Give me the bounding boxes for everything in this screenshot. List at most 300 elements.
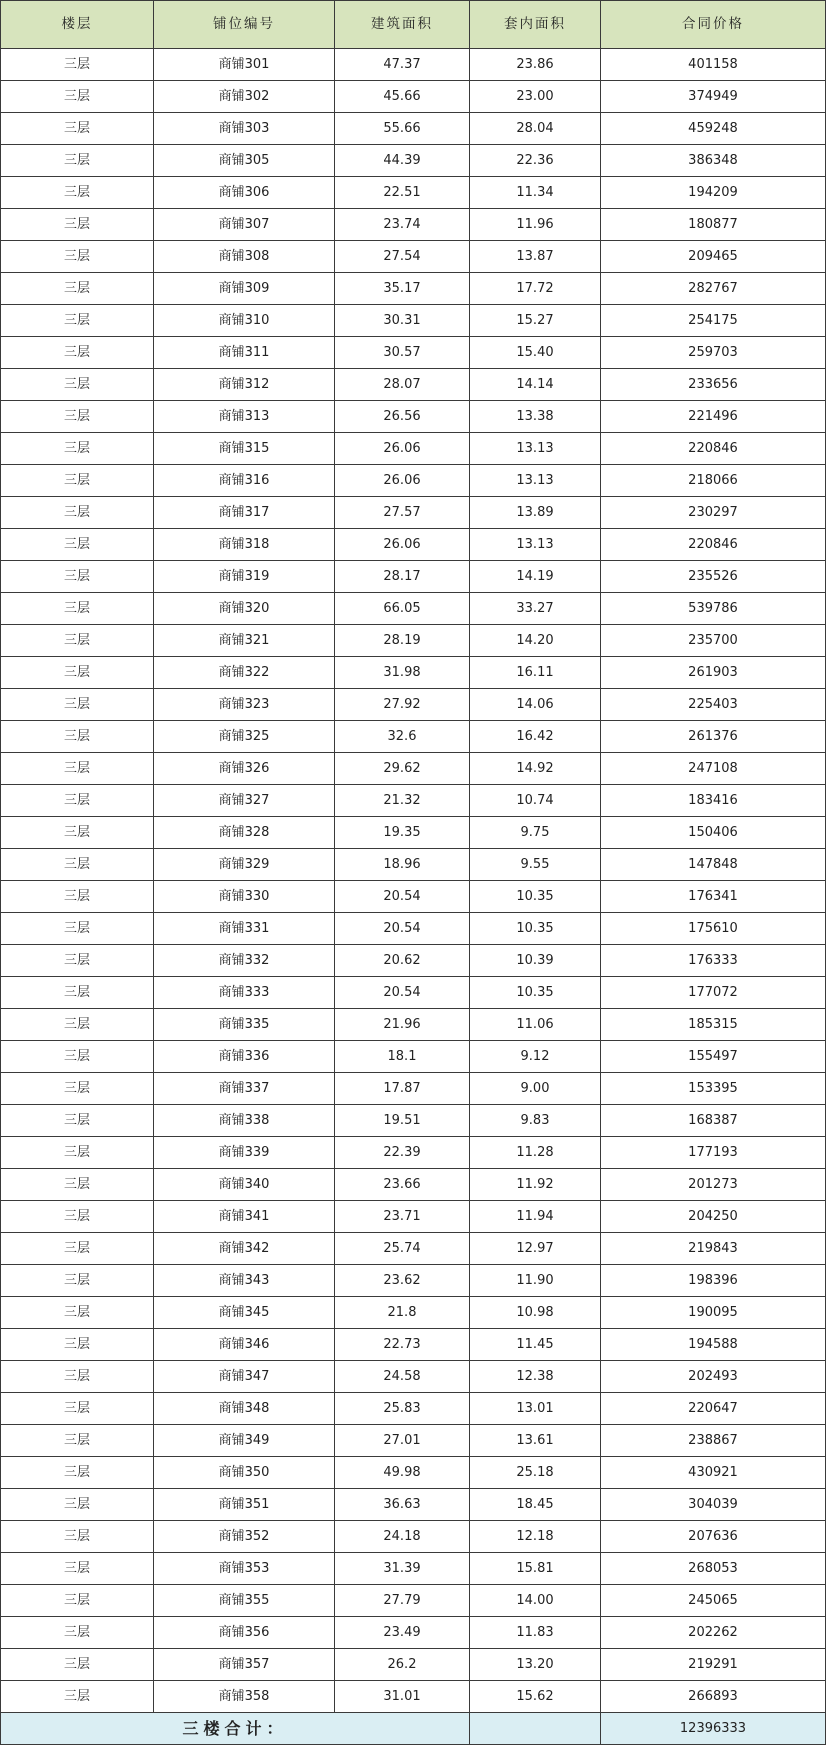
cell-gross-area: 26.06: [335, 433, 470, 465]
cell-gross-area: 26.2: [335, 1649, 470, 1681]
table-row: [1, 81, 826, 113]
cell-floor: 三层: [1, 1489, 154, 1521]
cell-contract-price: 459248: [601, 113, 826, 145]
cell-floor: 三层: [1, 1169, 154, 1201]
cell-contract-price: 185315: [601, 1009, 826, 1041]
cell-net-area: 28.04: [470, 113, 601, 145]
cell-contract-price: 220846: [601, 433, 826, 465]
table-row: [1, 1233, 826, 1265]
cell-floor: 三层: [1, 1137, 154, 1169]
cell-gross-area: 27.01: [335, 1425, 470, 1457]
cell-floor: 三层: [1, 1041, 154, 1073]
cell-contract-price: 247108: [601, 753, 826, 785]
table-row: [1, 689, 826, 721]
cell-gross-area: 31.98: [335, 657, 470, 689]
cell-unit-number: 商铺333: [154, 977, 335, 1009]
cell-floor: 三层: [1, 1457, 154, 1489]
cell-contract-price: 168387: [601, 1105, 826, 1137]
cell-floor: 三层: [1, 1329, 154, 1361]
table-row: [1, 1201, 826, 1233]
cell-gross-area: 32.6: [335, 721, 470, 753]
cell-gross-area: 27.54: [335, 241, 470, 273]
cell-floor: 三层: [1, 881, 154, 913]
cell-net-area: 11.94: [470, 1201, 601, 1233]
cell-gross-area: 26.56: [335, 401, 470, 433]
cell-contract-price: 230297: [601, 497, 826, 529]
cell-net-area: 14.14: [470, 369, 601, 401]
cell-contract-price: 218066: [601, 465, 826, 497]
cell-floor: 三层: [1, 465, 154, 497]
cell-net-area: 10.98: [470, 1297, 601, 1329]
header-row: [1, 1, 826, 49]
cell-gross-area: 20.54: [335, 977, 470, 1009]
cell-floor: 三层: [1, 657, 154, 689]
cell-floor: 三层: [1, 1361, 154, 1393]
cell-floor: 三层: [1, 1073, 154, 1105]
cell-unit-number: 商铺301: [154, 49, 335, 81]
table-header: [1, 1, 826, 49]
table-row: [1, 113, 826, 145]
cell-contract-price: 386348: [601, 145, 826, 177]
cell-net-area: 14.19: [470, 561, 601, 593]
cell-unit-number: 商铺348: [154, 1393, 335, 1425]
table-row: [1, 1489, 826, 1521]
cell-gross-area: 23.74: [335, 209, 470, 241]
cell-floor: 三层: [1, 241, 154, 273]
cell-floor: 三层: [1, 945, 154, 977]
cell-net-area: 13.61: [470, 1425, 601, 1457]
cell-gross-area: 23.71: [335, 1201, 470, 1233]
cell-gross-area: 24.18: [335, 1521, 470, 1553]
table-row: [1, 785, 826, 817]
table-row: [1, 1681, 826, 1713]
cell-net-area: 12.97: [470, 1233, 601, 1265]
cell-unit-number: 商铺317: [154, 497, 335, 529]
cell-net-area: 10.35: [470, 913, 601, 945]
cell-net-area: 9.83: [470, 1105, 601, 1137]
cell-net-area: 33.27: [470, 593, 601, 625]
cell-net-area: 11.90: [470, 1265, 601, 1297]
cell-gross-area: 49.98: [335, 1457, 470, 1489]
cell-floor: 三层: [1, 273, 154, 305]
cell-gross-area: 22.51: [335, 177, 470, 209]
cell-unit-number: 商铺335: [154, 1009, 335, 1041]
cell-unit-number: 商铺331: [154, 913, 335, 945]
cell-net-area: 11.92: [470, 1169, 601, 1201]
cell-contract-price: 177072: [601, 977, 826, 1009]
total-spacer: [470, 1713, 601, 1745]
table-row: [1, 1265, 826, 1297]
cell-net-area: 13.20: [470, 1649, 601, 1681]
cell-floor: 三层: [1, 1425, 154, 1457]
cell-unit-number: 商铺306: [154, 177, 335, 209]
cell-gross-area: 27.92: [335, 689, 470, 721]
table-row: [1, 1041, 826, 1073]
cell-unit-number: 商铺322: [154, 657, 335, 689]
cell-gross-area: 30.31: [335, 305, 470, 337]
cell-net-area: 15.62: [470, 1681, 601, 1713]
cell-net-area: 25.18: [470, 1457, 601, 1489]
cell-gross-area: 23.49: [335, 1617, 470, 1649]
cell-unit-number: 商铺353: [154, 1553, 335, 1585]
cell-contract-price: 261376: [601, 721, 826, 753]
cell-floor: 三层: [1, 625, 154, 657]
cell-gross-area: 45.66: [335, 81, 470, 113]
table-row: [1, 177, 826, 209]
cell-contract-price: 259703: [601, 337, 826, 369]
total-value: 12396333: [601, 1713, 826, 1745]
cell-gross-area: 26.06: [335, 529, 470, 561]
cell-net-area: 23.00: [470, 81, 601, 113]
cell-gross-area: 25.74: [335, 1233, 470, 1265]
cell-net-area: 11.34: [470, 177, 601, 209]
cell-unit-number: 商铺332: [154, 945, 335, 977]
cell-net-area: 15.81: [470, 1553, 601, 1585]
cell-floor: 三层: [1, 529, 154, 561]
cell-floor: 三层: [1, 113, 154, 145]
table-row: [1, 881, 826, 913]
table-row: [1, 945, 826, 977]
cell-floor: 三层: [1, 913, 154, 945]
cell-gross-area: 21.8: [335, 1297, 470, 1329]
cell-net-area: 9.55: [470, 849, 601, 881]
cell-net-area: 10.74: [470, 785, 601, 817]
cell-gross-area: 22.39: [335, 1137, 470, 1169]
cell-net-area: 9.75: [470, 817, 601, 849]
cell-gross-area: 20.54: [335, 913, 470, 945]
cell-net-area: 12.18: [470, 1521, 601, 1553]
table-row: [1, 337, 826, 369]
table-row: [1, 1457, 826, 1489]
cell-floor: 三层: [1, 497, 154, 529]
cell-contract-price: 539786: [601, 593, 826, 625]
cell-gross-area: 23.66: [335, 1169, 470, 1201]
cell-gross-area: 26.06: [335, 465, 470, 497]
cell-net-area: 16.42: [470, 721, 601, 753]
cell-floor: 三层: [1, 593, 154, 625]
cell-contract-price: 245065: [601, 1585, 826, 1617]
cell-contract-price: 219291: [601, 1649, 826, 1681]
cell-floor: 三层: [1, 209, 154, 241]
cell-net-area: 11.96: [470, 209, 601, 241]
total-label: 三楼合计：: [1, 1713, 470, 1745]
header-unit-number: 铺位编号: [154, 1, 335, 49]
table-row: [1, 1329, 826, 1361]
cell-contract-price: 150406: [601, 817, 826, 849]
cell-unit-number: 商铺327: [154, 785, 335, 817]
cell-net-area: 14.92: [470, 753, 601, 785]
cell-floor: 三层: [1, 1585, 154, 1617]
cell-contract-price: 221496: [601, 401, 826, 433]
table-row: [1, 977, 826, 1009]
cell-contract-price: 177193: [601, 1137, 826, 1169]
cell-floor: 三层: [1, 753, 154, 785]
cell-gross-area: 30.57: [335, 337, 470, 369]
cell-contract-price: 202262: [601, 1617, 826, 1649]
cell-gross-area: 19.35: [335, 817, 470, 849]
cell-gross-area: 22.73: [335, 1329, 470, 1361]
table-row: [1, 1009, 826, 1041]
cell-unit-number: 商铺356: [154, 1617, 335, 1649]
cell-net-area: 13.89: [470, 497, 601, 529]
cell-contract-price: 235700: [601, 625, 826, 657]
cell-net-area: 12.38: [470, 1361, 601, 1393]
cell-contract-price: 220647: [601, 1393, 826, 1425]
cell-net-area: 13.87: [470, 241, 601, 273]
cell-unit-number: 商铺313: [154, 401, 335, 433]
cell-unit-number: 商铺339: [154, 1137, 335, 1169]
table-row: [1, 1169, 826, 1201]
cell-net-area: 13.13: [470, 433, 601, 465]
cell-floor: 三层: [1, 1105, 154, 1137]
cell-floor: 三层: [1, 977, 154, 1009]
cell-gross-area: 29.62: [335, 753, 470, 785]
cell-contract-price: 201273: [601, 1169, 826, 1201]
cell-unit-number: 商铺346: [154, 1329, 335, 1361]
cell-gross-area: 44.39: [335, 145, 470, 177]
cell-gross-area: 31.39: [335, 1553, 470, 1585]
table-row: [1, 753, 826, 785]
cell-contract-price: 430921: [601, 1457, 826, 1489]
cell-unit-number: 商铺325: [154, 721, 335, 753]
cell-unit-number: 商铺316: [154, 465, 335, 497]
cell-floor: 三层: [1, 305, 154, 337]
cell-floor: 三层: [1, 145, 154, 177]
cell-contract-price: 266893: [601, 1681, 826, 1713]
cell-floor: 三层: [1, 721, 154, 753]
cell-unit-number: 商铺329: [154, 849, 335, 881]
cell-net-area: 15.27: [470, 305, 601, 337]
cell-unit-number: 商铺326: [154, 753, 335, 785]
table-row: [1, 561, 826, 593]
cell-gross-area: 28.19: [335, 625, 470, 657]
cell-gross-area: 28.17: [335, 561, 470, 593]
cell-net-area: 10.39: [470, 945, 601, 977]
table-row: [1, 273, 826, 305]
cell-net-area: 11.06: [470, 1009, 601, 1041]
table-body: [1, 49, 826, 1713]
cell-unit-number: 商铺342: [154, 1233, 335, 1265]
table-row: [1, 241, 826, 273]
cell-unit-number: 商铺341: [154, 1201, 335, 1233]
cell-contract-price: 175610: [601, 913, 826, 945]
cell-net-area: 11.83: [470, 1617, 601, 1649]
cell-net-area: 10.35: [470, 977, 601, 1009]
cell-gross-area: 35.17: [335, 273, 470, 305]
cell-floor: 三层: [1, 785, 154, 817]
cell-contract-price: 401158: [601, 49, 826, 81]
cell-unit-number: 商铺308: [154, 241, 335, 273]
cell-contract-price: 155497: [601, 1041, 826, 1073]
cell-gross-area: 21.96: [335, 1009, 470, 1041]
cell-floor: 三层: [1, 337, 154, 369]
cell-floor: 三层: [1, 433, 154, 465]
table-row: [1, 1105, 826, 1137]
cell-gross-area: 18.1: [335, 1041, 470, 1073]
cell-gross-area: 31.01: [335, 1681, 470, 1713]
cell-contract-price: 225403: [601, 689, 826, 721]
cell-unit-number: 商铺330: [154, 881, 335, 913]
cell-floor: 三层: [1, 177, 154, 209]
cell-contract-price: 268053: [601, 1553, 826, 1585]
table-row: [1, 1553, 826, 1585]
cell-unit-number: 商铺320: [154, 593, 335, 625]
cell-net-area: 13.38: [470, 401, 601, 433]
table-row: [1, 817, 826, 849]
cell-unit-number: 商铺345: [154, 1297, 335, 1329]
cell-floor: 三层: [1, 1649, 154, 1681]
cell-unit-number: 商铺302: [154, 81, 335, 113]
cell-floor: 三层: [1, 849, 154, 881]
cell-contract-price: 220846: [601, 529, 826, 561]
cell-gross-area: 25.83: [335, 1393, 470, 1425]
cell-contract-price: 202493: [601, 1361, 826, 1393]
table-row: [1, 49, 826, 81]
cell-unit-number: 商铺318: [154, 529, 335, 561]
cell-contract-price: 233656: [601, 369, 826, 401]
table-row: [1, 721, 826, 753]
cell-floor: 三层: [1, 369, 154, 401]
cell-floor: 三层: [1, 817, 154, 849]
cell-floor: 三层: [1, 81, 154, 113]
table-row: [1, 1073, 826, 1105]
cell-gross-area: 20.62: [335, 945, 470, 977]
cell-floor: 三层: [1, 1617, 154, 1649]
cell-contract-price: 304039: [601, 1489, 826, 1521]
table-row: [1, 497, 826, 529]
table-row: [1, 465, 826, 497]
cell-contract-price: 261903: [601, 657, 826, 689]
cell-unit-number: 商铺352: [154, 1521, 335, 1553]
cell-contract-price: 194588: [601, 1329, 826, 1361]
cell-unit-number: 商铺350: [154, 1457, 335, 1489]
cell-unit-number: 商铺328: [154, 817, 335, 849]
cell-unit-number: 商铺321: [154, 625, 335, 657]
cell-floor: 三层: [1, 1681, 154, 1713]
cell-gross-area: 17.87: [335, 1073, 470, 1105]
cell-net-area: 11.28: [470, 1137, 601, 1169]
cell-floor: 三层: [1, 1521, 154, 1553]
cell-contract-price: 235526: [601, 561, 826, 593]
cell-unit-number: 商铺311: [154, 337, 335, 369]
cell-net-area: 13.01: [470, 1393, 601, 1425]
cell-unit-number: 商铺310: [154, 305, 335, 337]
cell-contract-price: 207636: [601, 1521, 826, 1553]
cell-unit-number: 商铺355: [154, 1585, 335, 1617]
cell-floor: 三层: [1, 561, 154, 593]
cell-net-area: 11.45: [470, 1329, 601, 1361]
cell-contract-price: 176333: [601, 945, 826, 977]
table-row: [1, 1585, 826, 1617]
cell-unit-number: 商铺312: [154, 369, 335, 401]
cell-contract-price: 209465: [601, 241, 826, 273]
cell-net-area: 17.72: [470, 273, 601, 305]
cell-net-area: 14.20: [470, 625, 601, 657]
cell-unit-number: 商铺351: [154, 1489, 335, 1521]
cell-net-area: 22.36: [470, 145, 601, 177]
cell-unit-number: 商铺315: [154, 433, 335, 465]
cell-floor: 三层: [1, 1393, 154, 1425]
cell-gross-area: 36.63: [335, 1489, 470, 1521]
header-net-area: 套内面积: [470, 1, 601, 49]
cell-floor: 三层: [1, 49, 154, 81]
cell-unit-number: 商铺309: [154, 273, 335, 305]
cell-net-area: 13.13: [470, 529, 601, 561]
table-row: [1, 433, 826, 465]
cell-gross-area: 27.79: [335, 1585, 470, 1617]
table-row: [1, 1649, 826, 1681]
cell-unit-number: 商铺323: [154, 689, 335, 721]
table-row: [1, 1393, 826, 1425]
cell-net-area: 9.00: [470, 1073, 601, 1105]
cell-contract-price: 238867: [601, 1425, 826, 1457]
table-row: [1, 529, 826, 561]
table-footer: [1, 1713, 826, 1745]
cell-floor: 三层: [1, 689, 154, 721]
cell-net-area: 14.00: [470, 1585, 601, 1617]
cell-floor: 三层: [1, 1201, 154, 1233]
cell-floor: 三层: [1, 401, 154, 433]
cell-contract-price: 180877: [601, 209, 826, 241]
cell-contract-price: 147848: [601, 849, 826, 881]
table-row: [1, 145, 826, 177]
cell-floor: 三层: [1, 1265, 154, 1297]
cell-unit-number: 商铺307: [154, 209, 335, 241]
cell-unit-number: 商铺343: [154, 1265, 335, 1297]
header-contract-price: 合同价格: [601, 1, 826, 49]
cell-floor: 三层: [1, 1297, 154, 1329]
cell-net-area: 9.12: [470, 1041, 601, 1073]
table-row: [1, 1521, 826, 1553]
cell-contract-price: 190095: [601, 1297, 826, 1329]
cell-contract-price: 194209: [601, 177, 826, 209]
cell-floor: 三层: [1, 1233, 154, 1265]
cell-unit-number: 商铺349: [154, 1425, 335, 1457]
table-row: [1, 1297, 826, 1329]
cell-contract-price: 282767: [601, 273, 826, 305]
cell-gross-area: 20.54: [335, 881, 470, 913]
cell-gross-area: 19.51: [335, 1105, 470, 1137]
cell-unit-number: 商铺347: [154, 1361, 335, 1393]
table-row: [1, 1137, 826, 1169]
cell-contract-price: 254175: [601, 305, 826, 337]
table-row: [1, 1617, 826, 1649]
table-row: [1, 1361, 826, 1393]
cell-contract-price: 219843: [601, 1233, 826, 1265]
cell-contract-price: 204250: [601, 1201, 826, 1233]
cell-unit-number: 商铺358: [154, 1681, 335, 1713]
header-gross-area: 建筑面积: [335, 1, 470, 49]
total-row: [1, 1713, 826, 1745]
header-floor: 楼层: [1, 1, 154, 49]
cell-gross-area: 47.37: [335, 49, 470, 81]
table-row: [1, 625, 826, 657]
cell-floor: 三层: [1, 1553, 154, 1585]
table-row: [1, 913, 826, 945]
cell-contract-price: 183416: [601, 785, 826, 817]
cell-contract-price: 176341: [601, 881, 826, 913]
cell-net-area: 14.06: [470, 689, 601, 721]
cell-net-area: 18.45: [470, 1489, 601, 1521]
cell-unit-number: 商铺319: [154, 561, 335, 593]
cell-unit-number: 商铺340: [154, 1169, 335, 1201]
cell-unit-number: 商铺338: [154, 1105, 335, 1137]
cell-contract-price: 153395: [601, 1073, 826, 1105]
cell-gross-area: 55.66: [335, 113, 470, 145]
table-row: [1, 209, 826, 241]
cell-net-area: 16.11: [470, 657, 601, 689]
cell-net-area: 10.35: [470, 881, 601, 913]
